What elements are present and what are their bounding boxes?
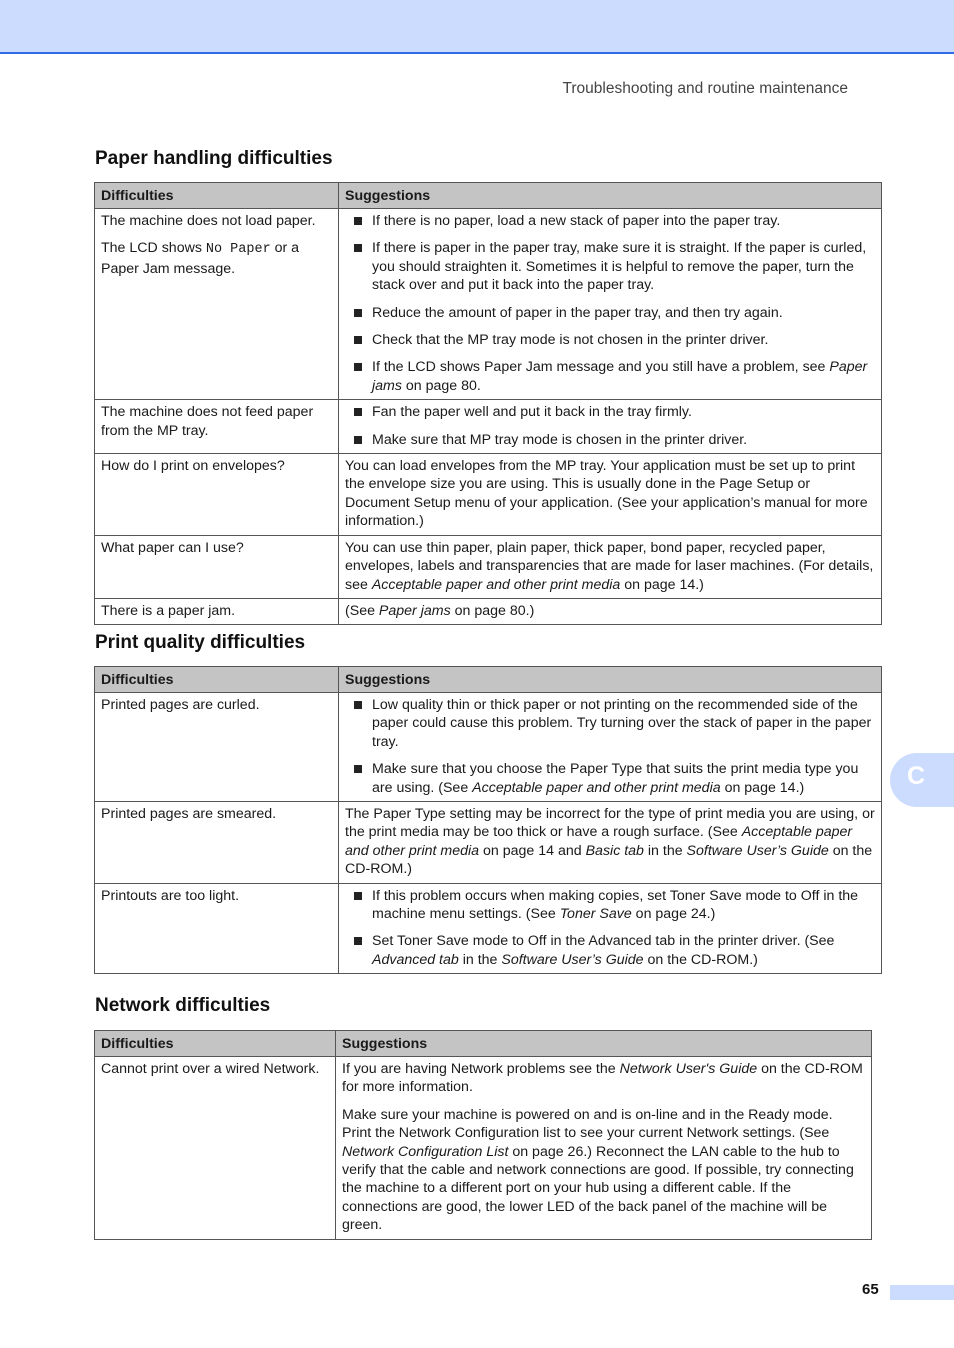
suggestion-text: on the CD-ROM for more information.	[342, 1061, 863, 1096]
table-row	[95, 1057, 872, 1240]
suggestion-cell	[339, 400, 882, 454]
column-header-suggestions: Suggestions	[336, 1031, 872, 1057]
column-header-suggestions: Suggestions	[339, 183, 882, 209]
difficulty-cell: Printed pages are curled.	[95, 693, 339, 802]
section-title-print-quality: Print quality difficulties	[95, 632, 306, 653]
suggestion-text: If you are having Network problems see the	[342, 1061, 620, 1077]
suggestion-text: Make sure your machine is powered on and is on-line and in the Ready mode. Print the Network Configuration list to see your current Network settings. (See	[342, 1106, 833, 1142]
difficulty-cell: The machine does not feed paper from the MP tray.	[95, 400, 339, 454]
column-header-difficulties: Difficulties	[95, 667, 339, 693]
text-run: or a Paper Jam message.	[101, 240, 300, 277]
list-item	[345, 212, 875, 230]
square-bullet-icon	[354, 436, 362, 444]
table-row	[95, 535, 882, 598]
suggestion-text: If this problem occurs when making copies, set Toner Save mode to Off in the machine menu settings. (See	[372, 887, 859, 923]
table-row	[95, 883, 882, 974]
list-item	[345, 239, 875, 294]
cross-reference-link[interactable]: Basic tab	[585, 842, 644, 859]
list-item	[345, 431, 875, 449]
suggestion-text: (See	[345, 602, 379, 619]
square-bullet-icon	[354, 363, 362, 371]
suggestion-text: in the	[643, 842, 687, 859]
cross-reference-link[interactable]: Acceptable paper and other print media	[345, 824, 853, 859]
difficulty-cell: What paper can I use?	[95, 535, 339, 598]
cross-reference-link[interactable]: Software User’s Guide	[686, 842, 829, 859]
table-row	[95, 802, 882, 884]
suggestion-cell	[339, 883, 882, 974]
suggestion-list	[345, 696, 875, 797]
suggestion-cell	[339, 535, 882, 598]
cross-reference-link[interactable]: Advanced tab	[372, 951, 459, 968]
suggestion-text: on the CD-ROM.)	[345, 842, 873, 878]
suggestion-cell	[339, 693, 882, 802]
suggestion-text: Make sure that MP tray mode is chosen in the printer driver.	[372, 431, 748, 448]
table-row	[95, 454, 882, 536]
suggestion-paragraph	[342, 1106, 865, 1235]
suggestion-cell	[339, 802, 882, 884]
column-header-difficulties: Difficulties	[95, 1031, 336, 1057]
suggestion-text: on page 14.)	[720, 779, 805, 796]
header-accent-bar	[0, 0, 954, 54]
cross-reference-link[interactable]: Toner Save	[559, 906, 632, 923]
footer-accent-bar	[890, 1285, 954, 1300]
difficulty-cell: There is a paper jam.	[95, 598, 339, 624]
square-bullet-icon	[354, 765, 362, 773]
suggestion-text: Make sure that you choose the Paper Type that suits the print media type you are using. (See	[372, 761, 859, 796]
cross-reference-link[interactable]: Acceptable paper and other print media	[472, 779, 721, 796]
running-header-title: Troubleshooting and routine maintenance	[562, 80, 848, 97]
suggestion-text: on page 14.)	[620, 576, 704, 593]
cross-reference-link[interactable]: Software User’s Guide	[501, 951, 644, 968]
cross-reference-link[interactable]: Network Configuration List	[342, 1143, 509, 1160]
difficulty-cell: Cannot print over a wired Network.	[95, 1057, 336, 1240]
cross-reference-link[interactable]: Paper jams	[378, 602, 451, 619]
difficulty-cell: Printouts are too light.	[95, 883, 339, 974]
list-item	[345, 331, 875, 349]
suggestion-list	[345, 403, 875, 449]
suggestion-text: You can use thin paper, plain paper, thick paper, bond paper, recycled paper, envelopes, labels and transparencies that are made for laser machines. (For details, see	[345, 539, 874, 593]
difficulty-text	[101, 239, 332, 278]
suggestion-cell	[339, 598, 882, 624]
suggestion-text: Low quality thin or thick paper or not printing on the recommended side of the paper could cause this problem. Try turning over the stack of paper in the paper tray.	[372, 697, 872, 750]
difficulty-cell: Printed pages are smeared.	[95, 802, 339, 884]
table-header-row	[95, 667, 882, 693]
square-bullet-icon	[354, 217, 362, 225]
square-bullet-icon	[354, 336, 362, 344]
suggestion-text: If the LCD shows Paper Jam message and you still have a problem, see	[372, 359, 830, 376]
section-title-paper-handling: Paper handling difficulties	[95, 148, 333, 169]
square-bullet-icon	[354, 937, 362, 945]
suggestion-list	[345, 212, 875, 395]
suggestion-cell: You can load envelopes from the MP tray. Your application must be set up to print the envelope size you are using. This is usually done in the Page Setup or Document Setup menu of your application. (See your application’s manual for more information.)	[339, 454, 882, 536]
cross-reference-link[interactable]: Paper jams	[372, 359, 868, 394]
table-row	[95, 598, 882, 624]
list-item	[345, 358, 875, 395]
difficulty-cell	[95, 209, 339, 400]
suggestion-text: Reduce the amount of paper in the paper tray, and then try again.	[372, 304, 783, 321]
table-header-row	[95, 1031, 872, 1057]
network-table	[94, 1030, 872, 1240]
difficulty-cell: How do I print on envelopes?	[95, 454, 339, 536]
page-number: 65	[862, 1281, 879, 1298]
chapter-tab-letter: C	[907, 762, 926, 790]
cross-reference-link[interactable]: Acceptable paper and other print media	[371, 576, 621, 593]
suggestion-text: on page 24.)	[631, 906, 716, 923]
column-header-difficulties: Difficulties	[95, 183, 339, 209]
suggestion-text: If there is no paper, load a new stack of paper into the paper tray.	[372, 213, 781, 229]
difficulty-text: The machine does not load paper.	[101, 213, 316, 229]
square-bullet-icon	[354, 892, 362, 900]
suggestion-list	[345, 887, 875, 970]
lcd-message: No Paper	[205, 242, 271, 258]
list-item	[345, 760, 875, 797]
list-item	[345, 304, 875, 322]
table-row	[95, 400, 882, 454]
suggestion-text: in the	[458, 951, 502, 968]
table-row	[95, 693, 882, 802]
suggestion-cell	[336, 1057, 872, 1240]
suggestion-text: on page 26.) Reconnect the LAN cable to the hub to verify that the cable and network connections are good. If possible, try connecting the machine to a different port on your hub using a different cable. If the connections are good, the lower LED of the back panel of the machine will be green.	[342, 1143, 854, 1234]
square-bullet-icon	[354, 701, 362, 709]
suggestion-text: on page 14 and	[479, 842, 586, 859]
list-item	[345, 887, 875, 924]
print-quality-table	[94, 666, 882, 974]
suggestion-text: on page 80.	[401, 377, 481, 394]
list-item	[345, 696, 875, 751]
suggestion-text: Check that the MP tray mode is not chosen in the printer driver.	[372, 332, 769, 349]
cross-reference-link[interactable]: Network User's Guide	[619, 1061, 758, 1077]
suggestion-text: on the CD-ROM.)	[643, 951, 758, 968]
square-bullet-icon	[354, 309, 362, 317]
table-header-row	[95, 183, 882, 209]
suggestion-text: on page 80.)	[450, 602, 535, 619]
suggestion-text: If there is paper in the paper tray, make sure it is straight. If the paper is curled, you should straighten it. Sometimes it is helpful to remove the paper, turn the stack over and put it back into the paper tray.	[372, 240, 867, 294]
paper-handling-table	[94, 182, 882, 625]
list-item	[345, 403, 875, 421]
list-item	[345, 932, 875, 969]
text-run: The LCD shows	[101, 240, 206, 257]
section-title-network: Network difficulties	[95, 995, 271, 1016]
suggestion-paragraph	[342, 1060, 865, 1097]
column-header-suggestions: Suggestions	[339, 667, 882, 693]
suggestion-cell	[339, 209, 882, 400]
suggestion-text: The Paper Type setting may be incorrect for the type of print media you are using, or the print media may be too thick or have a rough surface. (See	[345, 806, 875, 841]
table-row	[95, 209, 882, 400]
suggestion-text: Set Toner Save mode to Off in the Advanced tab in the printer driver. (See	[372, 933, 835, 950]
chapter-tab	[890, 753, 954, 807]
square-bullet-icon	[354, 408, 362, 416]
suggestion-text: Fan the paper well and put it back in the tray firmly.	[372, 404, 692, 421]
square-bullet-icon	[354, 244, 362, 252]
